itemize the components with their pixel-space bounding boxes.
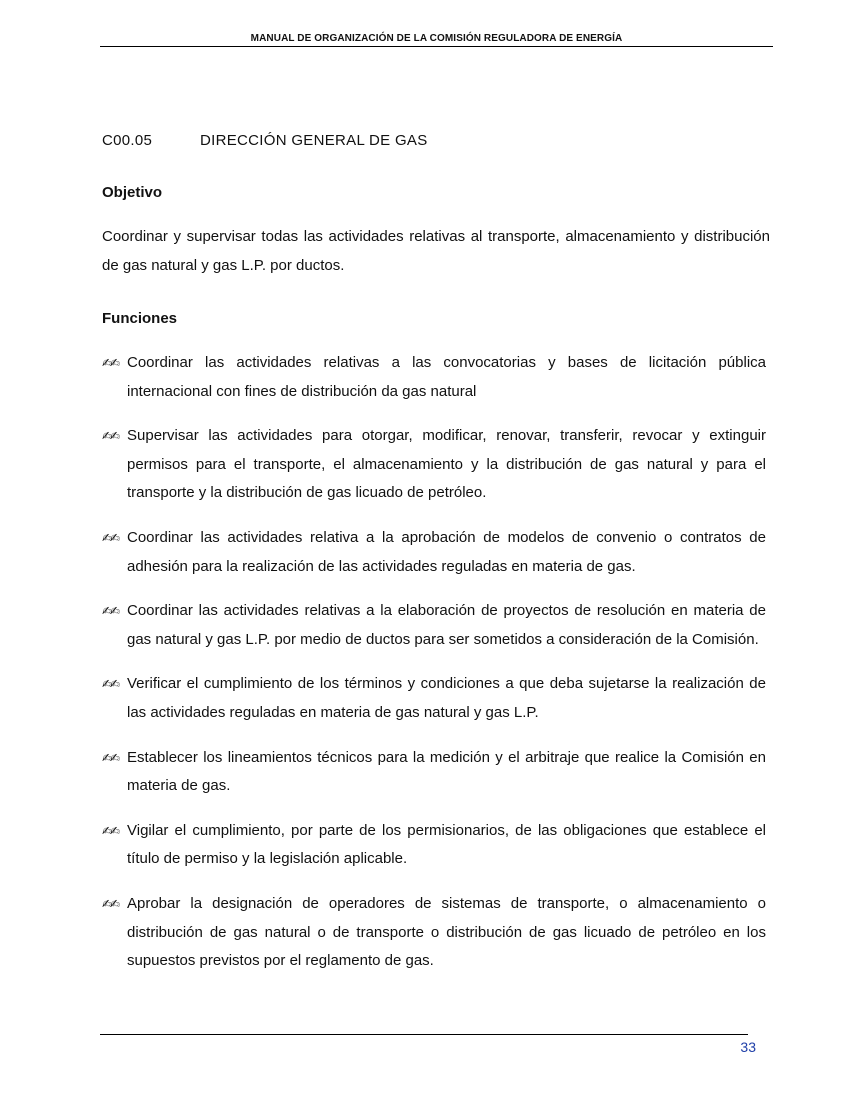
list-item xyxy=(102,744,766,801)
objetivo-heading: Objetivo xyxy=(102,184,163,201)
page-number: 33 xyxy=(740,1039,756,1055)
function-text: Establecer los lineamientos técnicos para la medición y el arbitraje que realice la Comisión en materia de gas. xyxy=(127,748,766,795)
objetivo-text: Coordinar y supervisar todas las actividades relativas al transporte, almacenamiento y distribución de gas natural y gas L.P. por ductos. xyxy=(102,228,770,274)
list-item xyxy=(102,597,766,654)
list-item xyxy=(102,349,766,406)
list-item xyxy=(102,524,766,581)
writing-hand-icon: ✍✍ xyxy=(102,677,119,692)
writing-hand-icon: ✍✍ xyxy=(102,356,119,370)
writing-hand-icon: ✍✍ xyxy=(102,429,119,444)
section-code: C00.05 xyxy=(102,132,153,149)
list-item xyxy=(102,670,766,727)
header-title: MANUAL DE ORGANIZACIÓN DE LA COMISIÓN REGULADORA DE ENERGÍA xyxy=(250,33,623,44)
footer-rule xyxy=(100,1034,748,1035)
writing-hand-icon: ✍✍ xyxy=(102,750,119,765)
section-name: DIRECCIÓN GENERAL DE GAS xyxy=(200,132,428,149)
writing-hand-icon: ✍✍ xyxy=(102,604,119,619)
funciones-list xyxy=(102,349,766,976)
funciones-heading: Funciones xyxy=(102,310,178,327)
writing-hand-icon: ✍✍ xyxy=(102,896,119,911)
document-body xyxy=(102,132,770,992)
writing-hand-icon: ✍✍ xyxy=(102,530,119,545)
function-text: Supervisar las actividades para otorgar, modificar, renovar, transferir, revocar y extinguir permisos para el transporte, el almacenamiento y la distribución de gas natural y para el transporte y la distribución de gas licuado de petróleo. xyxy=(127,427,766,502)
list-item xyxy=(102,890,766,976)
writing-hand-icon: ✍✍ xyxy=(102,823,119,838)
page-header xyxy=(100,28,773,47)
function-text: Vigilar el cumplimiento, por parte de los permisionarios, de las obligaciones que establece el título de permiso y la legislación aplicable. xyxy=(127,821,766,868)
function-text: Coordinar las actividades relativas a la elaboración de proyectos de resolución en materia de gas natural y gas L.P. por medio de ductos para ser sometidos a consideración de la Comisión. xyxy=(127,602,766,648)
function-text: Coordinar las actividades relativa a la aprobación de modelos de convenio o contratos de adhesión para la realización de las actividades reguladas en materia de gas. xyxy=(127,528,766,575)
list-item xyxy=(102,422,766,508)
function-text: Coordinar las actividades relativas a las convocatorias y bases de licitación pública internacional con fines de distribución da gas natural xyxy=(127,354,766,400)
function-text: Aprobar la designación de operadores de sistemas de transporte, o almacenamiento o distribución de gas natural o de transporte o distribución de gas licuado de petróleo en los supuestos previstos por el reglamento de gas. xyxy=(127,894,766,970)
list-item xyxy=(102,817,766,874)
function-text: Verificar el cumplimiento de los términos y condiciones a que deba sujetarse la realización de las actividades reguladas en materia de gas natural y gas L.P. xyxy=(127,675,766,721)
section-title xyxy=(102,132,770,156)
